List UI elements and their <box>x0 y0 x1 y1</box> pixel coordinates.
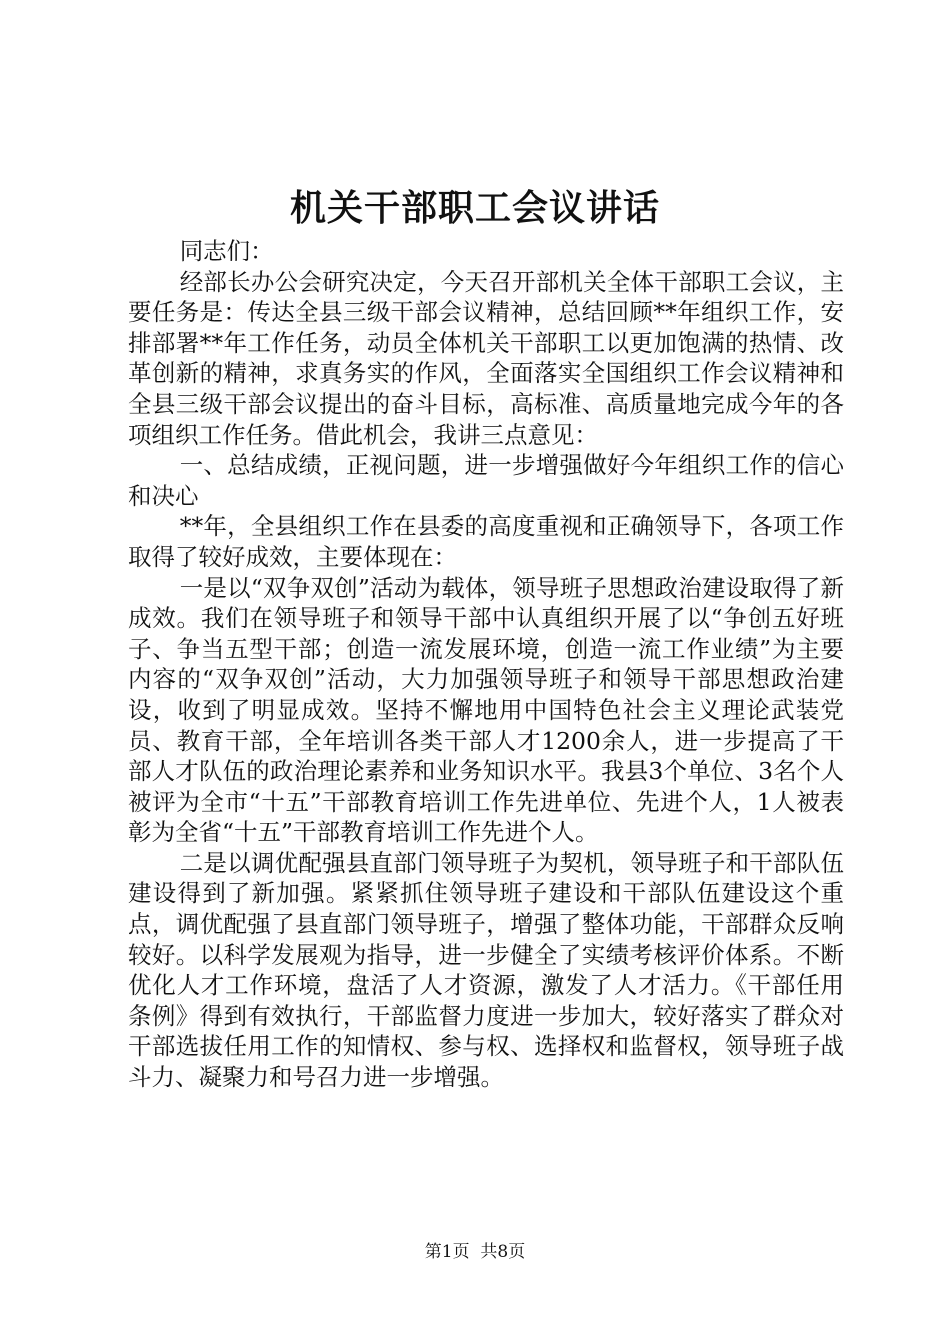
page-footer <box>0 1240 950 1264</box>
body-paragraph: **年，全县组织工作在县委的高度重视和正确领导下，各项工作取得了较好成效，主要体现在： <box>128 512 844 571</box>
salutation-paragraph: 同志们： <box>179 237 274 265</box>
document-title: 机关干部职工会议讲话 <box>289 187 660 229</box>
intro-paragraph: 经部长办公会研究决定，今天召开部机关全体干部职工会议，主要任务是：传达全县三级干部会议精神，总结回顾**年组织工作，安排部署**年工作任务，动员全体机关干部职工以更加饱满的热情、改革创新的精神，求真务实的作风，全面落实全国组织工作会议精神和全县三级干部会议提出的奋斗目标，高标准、高质量地完成今年的各项组织工作任务。借此机会，我讲三点意见： <box>128 267 844 449</box>
page-number-label: 第1页 共8页 <box>424 1242 526 1262</box>
section-heading-1: 一、总结成绩，正视问题，进一步增强做好今年组织工作的信心和决心 <box>128 451 844 510</box>
body-paragraph: 一是以“双争双创”活动为载体，领导班子思想政治建设取得了新成效。我们在领导班子和领导干部中认真组织开展了以“争创五好班子、争当五型干部；创造一流发展环境，创造一流工作业绩”为主要内容的“双争双创”活动，大力加强领导班子和领导干部思想政治建设，收到了明显成效。坚持不懈地用中国特色社会主义理论武装党员、教育干部，全年培训各类干部人才1200余人，进一步提高了干部人才队伍的政治理论素养和业务知识水平。我县3个单位、3名个人被评为全市“十五”干部教育培训工作先进单位、先进个人，1人被表彰为全省“十五”干部教育培训工作先进个人。 <box>128 573 844 847</box>
document-body <box>128 236 844 1093</box>
body-paragraph: 二是以调优配强县直部门领导班子为契机，领导班子和干部队伍建设得到了新加强。紧紧抓住领导班子建设和干部队伍建设这个重点，调优配强了县直部门领导班子，增强了整体功能，干部群众反响较好。以科学发展观为指导，进一步健全了实绩考核评价体系。不断优化人才工作环境，盘活了人才资源，激发了人才活力。《干部任用条例》得到有效执行，干部监督力度进一步加大，较好落实了群众对干部选拔任用工作的知情权、参与权、选择权和监督权，领导班子战斗力、凝聚力和号召力进一步增强。 <box>128 848 844 1092</box>
